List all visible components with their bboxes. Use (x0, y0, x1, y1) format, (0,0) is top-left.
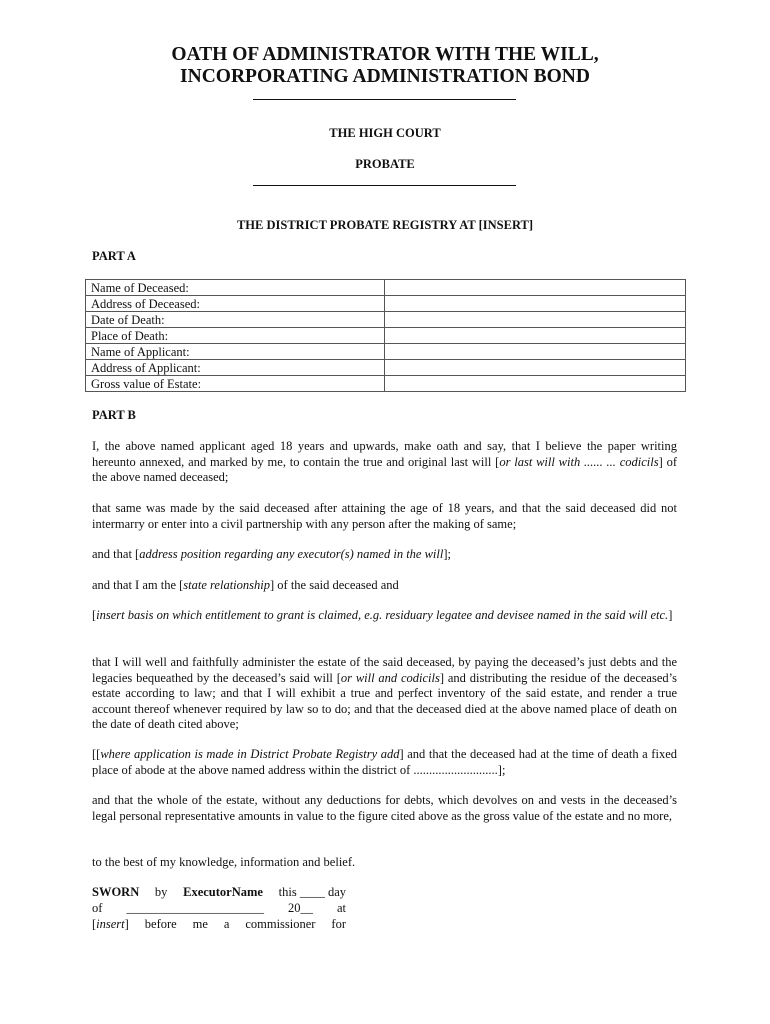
details-value-field[interactable] (385, 376, 686, 392)
sworn-me: me (192, 917, 208, 931)
p1-text: I, the above named applicant aged 18 years and upwards, make oath and say, that I believe the paper writing hereunto annexed, and marked by me, to contain the true and original last will [ (92, 439, 677, 469)
month-blank: ______________________ (126, 901, 264, 915)
details-label: Date of Death: (86, 312, 385, 328)
details-label: Place of Death: (86, 328, 385, 344)
details-value-field[interactable] (385, 280, 686, 296)
sworn-at: at (336, 901, 346, 915)
details-value-field[interactable] (385, 328, 686, 344)
p5-end: ] (668, 608, 673, 622)
p6-start: that I will well and faithfully administer the estate of the said deceased, by paying the deceased’s just debts and the legacies bequeathed by the deceased’s said will [ (92, 655, 677, 685)
details-label: Name of Deceased: (86, 280, 385, 296)
court-underline (253, 185, 516, 186)
details-value-field[interactable] (385, 344, 686, 360)
p3-end: ]; (443, 547, 451, 561)
p4-end: ] of the said deceased and (270, 578, 399, 592)
registry-heading: THE DISTRICT PROBATE REGISTRY AT [INSERT] (236, 218, 534, 232)
details-label: Name of Applicant: (86, 344, 385, 360)
details-row (86, 344, 686, 360)
division-name: PROBATE (355, 157, 415, 171)
sworn-commissioner: commissioner (245, 917, 316, 931)
p3-italic: address position regarding any executor(s) named in the will (139, 547, 444, 561)
details-row (86, 360, 686, 376)
details-value-field[interactable] (385, 296, 686, 312)
details-label: Address of Deceased: (86, 296, 385, 312)
sworn-for: for (331, 917, 346, 931)
p7-start: [[ (92, 747, 101, 761)
details-row (86, 376, 686, 392)
details-row (86, 312, 686, 328)
oath-paragraph-9: to the best of my knowledge, information and belief. (92, 855, 356, 869)
details-row (86, 328, 686, 344)
sworn-line-2 (92, 900, 346, 916)
insert-italic: insert (96, 917, 125, 931)
oath-paragraph-4 (92, 578, 677, 594)
title-underline (253, 99, 516, 100)
sworn-day: this ____ day (278, 885, 346, 899)
p4-italic: state relationship (183, 578, 270, 592)
oath-paragraph-1 (92, 439, 677, 486)
details-label: Gross value of Estate: (86, 376, 385, 392)
details-value-field[interactable] (385, 312, 686, 328)
p6-end: ] and distributing the residue of the deceased’s estate according to law; and that I will exhibit a true and perfect inventory of the said estate, and render a true account thereof whenever required by law so to do; and that the deceased died at the above named place of death on the date of death cited above; (92, 670, 677, 731)
sworn-line-3 (92, 916, 346, 932)
p7-end: ] and that the deceased had at the time of death a fixed place of abode at the above named address within the district of ...........................]; (92, 747, 677, 777)
sworn-year: 20__ (287, 901, 313, 915)
p3-start: and that [ (92, 547, 140, 561)
sworn-by: by (154, 885, 168, 899)
part-a-heading: PART A (92, 249, 136, 263)
oath-paragraph-8: and that the whole of the estate, without any deductions for debts, which devolves on and vests in the deceased’s legal personal representative amounts in value to the figure cited above as the gross value of the estate and no more, (92, 793, 677, 823)
p1-italic: or last will with ...... ... codicils (499, 454, 659, 469)
p6-italic: or will and codicils (340, 670, 440, 685)
executor-name: ExecutorName (183, 885, 263, 899)
court-name: THE HIGH COURT (329, 126, 441, 140)
deceased-details-table (85, 279, 686, 392)
details-row (86, 280, 686, 296)
part-b-heading: PART B (92, 408, 136, 422)
p4-start: and that I am the [ (92, 578, 184, 592)
p7-italic: where application is made in District Probate Registry add (100, 747, 400, 761)
sworn-before: before (144, 917, 177, 931)
document-title (0, 44, 770, 88)
details-row (86, 296, 686, 312)
sworn-line-1 (92, 884, 346, 900)
details-label: Address of Applicant: (86, 360, 385, 376)
oath-paragraph-3 (92, 547, 677, 563)
details-value-field[interactable] (385, 360, 686, 376)
p1-end: ] of the above named deceased; (92, 454, 678, 484)
sworn-of: of (92, 901, 103, 915)
insert-placeholder: [insert] (92, 917, 129, 931)
sworn-block (92, 884, 346, 932)
oath-paragraph-5 (92, 608, 677, 624)
sworn-a: a (223, 917, 230, 931)
p5-start: [ (92, 608, 97, 622)
oath-paragraph-2: that same was made by the said deceased after attaining the age of 18 years, and that the said deceased did not intermarry or enter into a civil partnership with any person after the making of same; (92, 501, 677, 531)
sworn-word: SWORN (92, 885, 140, 899)
title-line-1: OATH OF ADMINISTRATOR WITH THE WILL, (171, 44, 599, 65)
oath-paragraph-7 (92, 747, 677, 778)
title-line-2: INCORPORATING ADMINISTRATION BOND (180, 66, 590, 87)
p5-italic: insert basis on which entitlement to grant is claimed, e.g. residuary legatee and devisee named in the said will etc. (96, 608, 669, 622)
oath-paragraph-6 (92, 655, 677, 733)
